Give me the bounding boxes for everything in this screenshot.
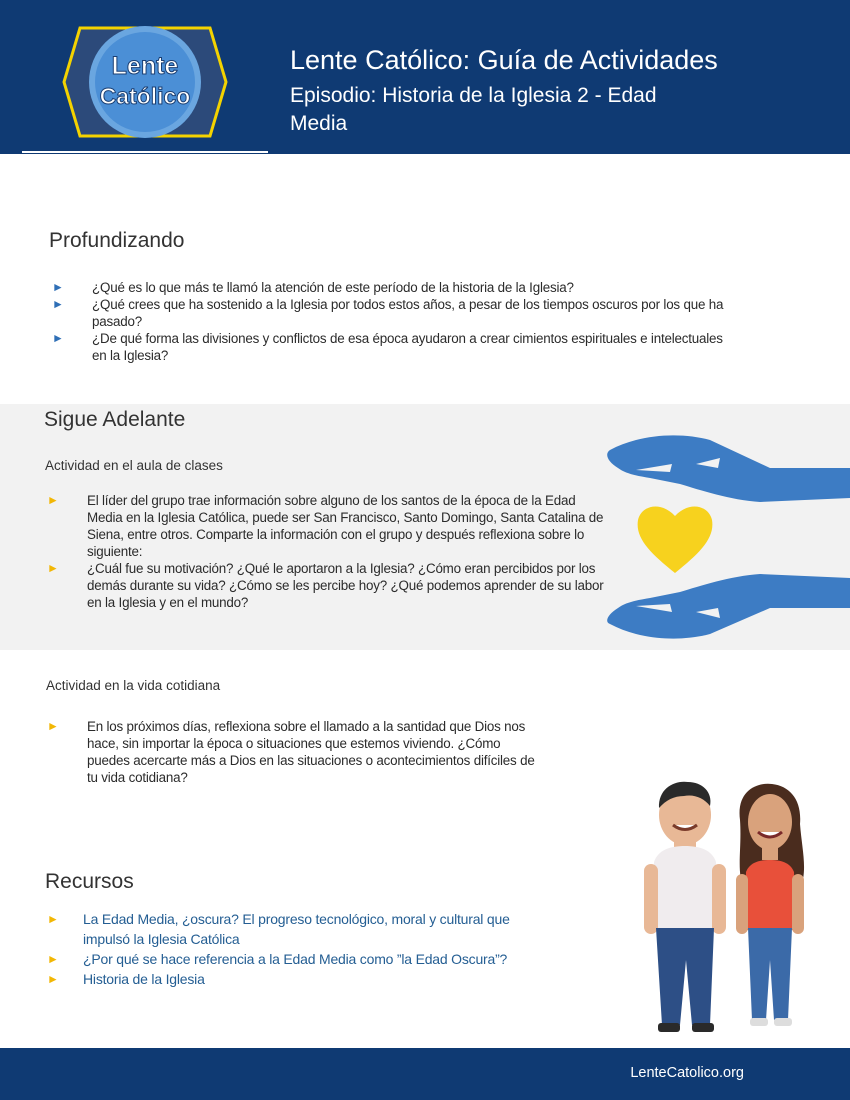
recursos-title: Recursos [45, 870, 134, 893]
page-title: Lente Católico: Guía de Actividades [290, 45, 718, 75]
footer-website-link[interactable]: LenteCatolico.org [630, 1065, 744, 1081]
logo-text-catolico: Católico [99, 83, 191, 109]
logo-text-lente: Lente [111, 52, 179, 80]
triangle-bullet-icon: ► [47, 952, 59, 966]
triangle-bullet-icon: ► [47, 972, 59, 986]
header-divider [22, 151, 268, 153]
triangle-bullet-icon: ► [52, 331, 64, 345]
triangle-bullet-icon: ► [52, 280, 64, 294]
aula-activity-list [45, 492, 605, 611]
triangle-bullet-icon: ► [47, 912, 59, 926]
aula-activity-heading: Actividad en el aula de clases [45, 458, 223, 473]
list-item: ► ¿De qué forma las divisiones y conflictos de esa época ayudaron a crear cimientos espirituales e intelectuales en la Iglesia? [52, 331, 723, 363]
resource-link[interactable]: ► La Edad Media, ¿oscura? El progreso tecnológico, moral y cultural que impulsó la Iglesia Católica [47, 911, 510, 947]
triangle-bullet-icon: ► [52, 297, 64, 311]
episode-subtitle: Episodio: Historia de la Iglesia 2 - Edad Media [290, 84, 657, 135]
triangle-bullet-icon: ► [47, 493, 59, 507]
triangle-bullet-icon: ► [47, 561, 59, 575]
triangle-bullet-icon: ► [47, 719, 59, 733]
list-item: ► ¿Qué es lo que más te llamó la atención de este período de la historia de la Iglesia? [52, 280, 574, 295]
resource-link[interactable]: ► ¿Por qué se hace referencia a la Edad Media como ”la Edad Oscura”? [47, 951, 508, 967]
header-banner [0, 0, 850, 154]
vida-activity-heading: Actividad en la vida cotidiana [46, 678, 221, 693]
profundizando-list [50, 279, 730, 364]
list-item: ► ¿Qué crees que ha sostenido a la Iglesia por todos estos años, a pesar de los tiempos oscuros por los que ha pasado? [52, 297, 724, 329]
profundizando-title: Profundizando [49, 229, 185, 252]
lente-catolico-logo [60, 22, 230, 142]
list-item: ► El líder del grupo trae información sobre alguno de los santos de la época de la Edad Media en la Iglesia Católica, puede ser San Francisco, Santo Domingo, Santa Catalina de Siena, entre otros. Comparte la información con el grupo y después reflexiona sobre lo siguiente: [47, 493, 604, 559]
footer-bar [0, 1048, 850, 1100]
vida-activity-list [45, 718, 535, 786]
list-item: ► ¿Cuál fue su motivación? ¿Qué le aportaron a la Iglesia? ¿Cómo eran percibidos por los demás durante su vida? ¿Cómo se les percibe hoy? ¿Qué podemos aprender de su labor en la Iglesia y en el mundo? [47, 561, 604, 610]
hosts-illustration [640, 780, 820, 1040]
resource-link[interactable]: ► Historia de la Iglesia [47, 971, 205, 987]
list-item: ► En los próximos días, reflexiona sobre el llamado a la santidad que Dios nos hace, sin importar la época o situaciones que estemos viviendo. ¿Cómo puedes acercarte más a Dios en las situaciones o acontecimientos difíciles de tu vida cotidiana? [47, 719, 535, 785]
sigue-adelante-title: Sigue Adelante [44, 408, 186, 431]
hands-holding-heart-icon [600, 428, 850, 648]
recursos-list [45, 909, 515, 989]
